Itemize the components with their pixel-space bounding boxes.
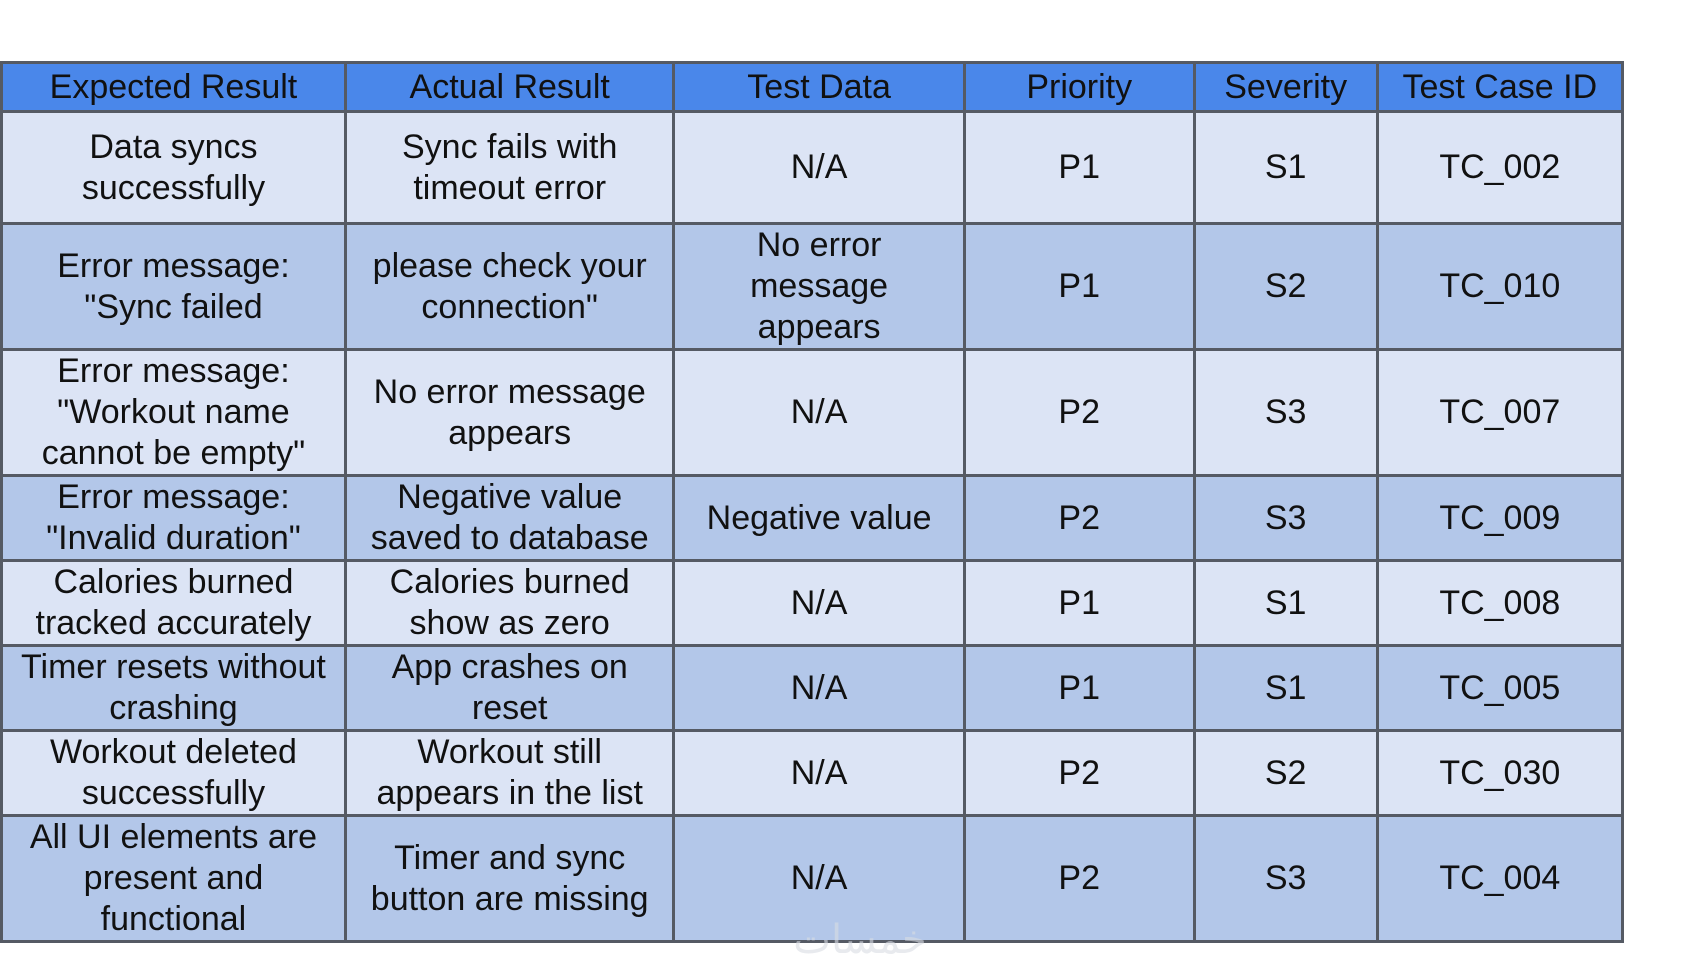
test-case-id-cell: TC_030	[1377, 731, 1622, 816]
table-row	[2, 476, 1623, 561]
cell-line: N/A	[790, 583, 848, 622]
priority-cell: P2	[964, 816, 1194, 942]
table-header	[2, 63, 1623, 112]
test-data-cell	[674, 476, 964, 561]
priority-cell: P2	[964, 731, 1194, 816]
cell-line: Error message:	[57, 246, 290, 285]
table-row	[2, 112, 1623, 224]
cell-line: appears	[757, 308, 881, 346]
test-data-cell	[674, 224, 964, 350]
test-data-cell	[674, 731, 964, 816]
test-data-cell	[674, 561, 964, 646]
cell-line: All UI elements are	[29, 818, 318, 856]
cell-line: N/A	[790, 148, 848, 186]
cell-line: No error	[756, 226, 882, 264]
priority-cell: P2	[964, 350, 1194, 476]
cell-line: Error message:	[57, 478, 290, 516]
severity-cell: S3	[1194, 350, 1377, 476]
cell-line: "Sync failed	[84, 287, 263, 326]
cell-line: Error message:	[57, 352, 290, 390]
column-header-priority: Priority	[964, 63, 1194, 112]
cell-line: Calories burned	[53, 563, 294, 601]
test-case-id-cell: TC_008	[1377, 561, 1622, 646]
cell-line: No error message	[373, 372, 646, 411]
cell-line: Sync fails with	[401, 127, 618, 166]
test-case-id-cell: TC_002	[1377, 112, 1622, 224]
test-case-id-cell: TC_009	[1377, 476, 1622, 561]
severity-cell: S3	[1194, 816, 1377, 942]
cell-line: Timer and sync	[394, 838, 626, 877]
cell-line: Timer resets without	[21, 648, 326, 686]
test-data-cell	[674, 112, 964, 224]
priority-cell: P2	[964, 476, 1194, 561]
cell-line: functional	[100, 900, 247, 938]
cell-line: "Workout name	[57, 393, 290, 431]
table-body	[2, 112, 1623, 942]
priority-cell: P1	[964, 112, 1194, 224]
severity-cell: S3	[1194, 476, 1377, 561]
cell-line: please check your	[372, 246, 647, 285]
cell-line: cannot be empty"	[41, 434, 306, 472]
actual-result-cell	[345, 350, 674, 476]
cell-line: Workout still	[417, 733, 602, 771]
test-case-id-cell: TC_005	[1377, 646, 1622, 731]
cell-line: N/A	[790, 393, 848, 431]
cell-line: message	[750, 267, 889, 305]
severity-cell: S1	[1194, 646, 1377, 731]
test-case-id-cell: TC_007	[1377, 350, 1622, 476]
cell-line: appears	[448, 413, 572, 452]
expected-result-cell	[2, 224, 346, 350]
cell-line: tracked accurately	[35, 604, 312, 642]
cell-line: Negative value	[397, 478, 623, 516]
priority-cell: P1	[964, 224, 1194, 350]
cell-line: N/A	[790, 859, 848, 897]
actual-result-cell	[345, 224, 674, 350]
cell-line: Negative value	[706, 498, 932, 537]
cell-line: crashing	[109, 689, 238, 727]
cell-line: show as zero	[409, 604, 610, 642]
test-case-id-cell: TC_010	[1377, 224, 1622, 350]
cell-line: button are missing	[370, 879, 649, 918]
column-header-actual-result: Actual Result	[345, 63, 674, 112]
priority-cell: P1	[964, 646, 1194, 731]
watermark: خمسات	[793, 918, 927, 962]
expected-result-cell	[2, 816, 346, 942]
test-data-cell	[674, 350, 964, 476]
actual-result-cell	[345, 476, 674, 561]
expected-result-cell	[2, 112, 346, 224]
cell-line: successfully	[81, 774, 266, 812]
cell-line: "Invalid duration"	[46, 519, 301, 557]
test-data-cell	[674, 646, 964, 731]
cell-line: appears in the list	[376, 774, 643, 812]
cell-line: N/A	[790, 668, 848, 707]
severity-cell: S1	[1194, 112, 1377, 224]
test-case-id-cell: TC_004	[1377, 816, 1622, 942]
actual-result-cell	[345, 816, 674, 942]
severity-cell: S2	[1194, 224, 1377, 350]
test-results-table-wrapper	[0, 61, 1624, 943]
severity-cell: S1	[1194, 561, 1377, 646]
cell-line: N/A	[790, 753, 848, 792]
cell-line: App crashes on	[391, 648, 628, 686]
cell-line: connection"	[421, 287, 598, 326]
severity-cell: S2	[1194, 731, 1377, 816]
test-results-table	[0, 61, 1624, 943]
column-header-test-case-id: Test Case ID	[1377, 63, 1622, 112]
column-header-test-data: Test Data	[674, 63, 964, 112]
table-row	[2, 646, 1623, 731]
expected-result-cell	[2, 350, 346, 476]
actual-result-cell	[345, 646, 674, 731]
table-row	[2, 350, 1623, 476]
expected-result-cell	[2, 646, 346, 731]
cell-line: successfully	[81, 168, 266, 207]
table-row	[2, 224, 1623, 350]
expected-result-cell	[2, 731, 346, 816]
table-row	[2, 561, 1623, 646]
cell-line: saved to database	[370, 519, 649, 557]
cell-line: timeout error	[413, 168, 607, 207]
cell-line: present and	[83, 859, 264, 897]
column-header-severity: Severity	[1194, 63, 1377, 112]
column-header-expected-result: Expected Result	[2, 63, 346, 112]
table-row	[2, 731, 1623, 816]
cell-line: Data syncs	[89, 127, 258, 166]
expected-result-cell	[2, 476, 346, 561]
expected-result-cell	[2, 561, 346, 646]
priority-cell: P1	[964, 561, 1194, 646]
actual-result-cell	[345, 561, 674, 646]
actual-result-cell	[345, 112, 674, 224]
actual-result-cell	[345, 731, 674, 816]
cell-line: Calories burned	[389, 563, 630, 601]
cell-line: Workout deleted	[49, 733, 297, 771]
header-row	[2, 63, 1623, 112]
cell-line: reset	[471, 689, 548, 727]
